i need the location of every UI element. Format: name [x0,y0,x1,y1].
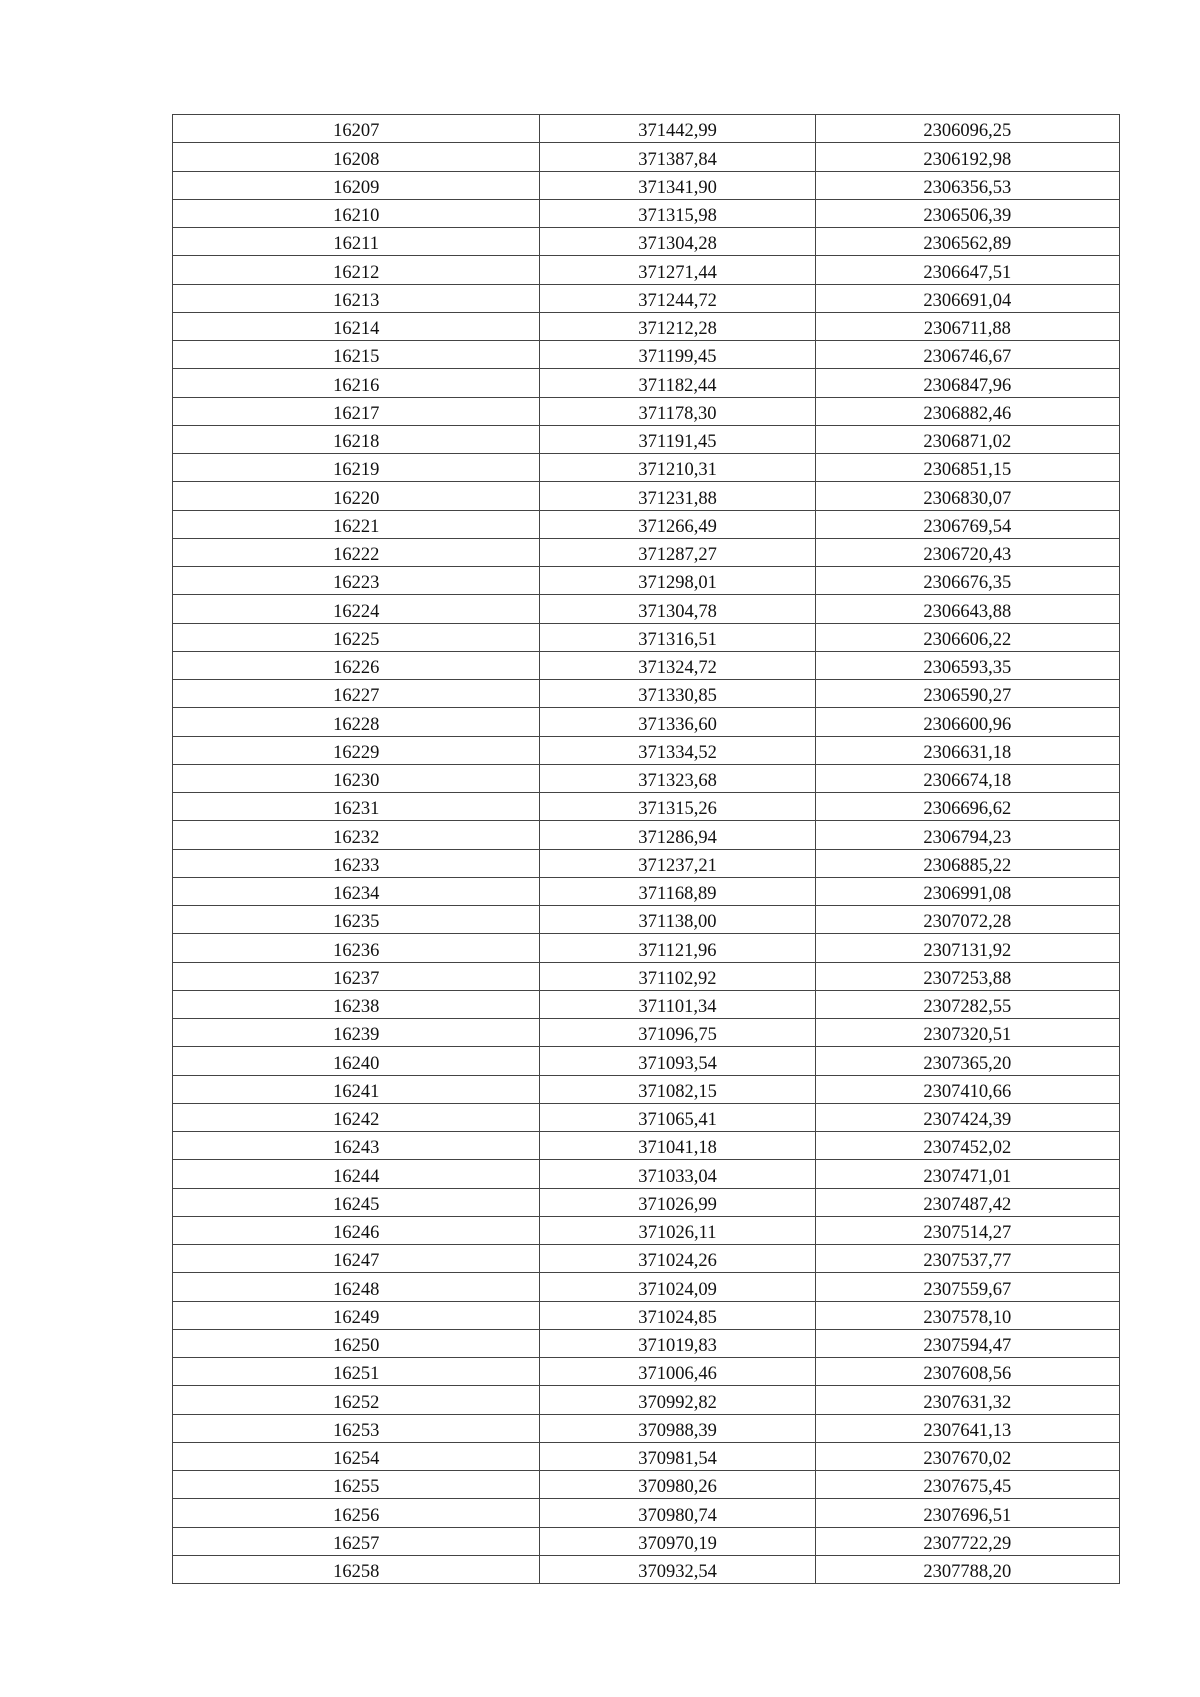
point-number-cell: 16224 [173,595,540,623]
x-coordinate-cell: 371024,09 [540,1273,815,1301]
y-coordinate-cell: 2307320,51 [815,1019,1119,1047]
table-row [173,1216,1120,1244]
point-number-cell: 16248 [173,1273,540,1301]
y-coordinate-cell: 2306647,51 [815,256,1119,284]
table-row [173,454,1120,482]
x-coordinate-cell: 371101,34 [540,990,815,1018]
point-number-cell: 16247 [173,1245,540,1273]
point-number-cell: 16235 [173,906,540,934]
point-number-cell: 16250 [173,1329,540,1357]
y-coordinate-cell: 2307452,02 [815,1132,1119,1160]
table-row [173,1555,1120,1583]
y-coordinate-cell: 2307608,56 [815,1358,1119,1386]
table-row [173,1188,1120,1216]
y-coordinate-cell: 2307471,01 [815,1160,1119,1188]
point-number-cell: 16225 [173,623,540,651]
point-number-cell: 16213 [173,284,540,312]
table-row [173,1047,1120,1075]
x-coordinate-cell: 371286,94 [540,821,815,849]
table-row [173,906,1120,934]
x-coordinate-cell: 371334,52 [540,736,815,764]
table-row [173,1160,1120,1188]
x-coordinate-cell: 371199,45 [540,341,815,369]
y-coordinate-cell: 2306676,35 [815,567,1119,595]
y-coordinate-cell: 2307514,27 [815,1216,1119,1244]
table-row [173,821,1120,849]
table-row [173,793,1120,821]
y-coordinate-cell: 2306769,54 [815,510,1119,538]
x-coordinate-cell: 371024,26 [540,1245,815,1273]
table-row [173,284,1120,312]
point-number-cell: 16238 [173,990,540,1018]
coordinates-table [172,114,1120,1584]
point-number-cell: 16220 [173,482,540,510]
point-number-cell: 16216 [173,369,540,397]
y-coordinate-cell: 2306606,22 [815,623,1119,651]
point-number-cell: 16229 [173,736,540,764]
point-number-cell: 16207 [173,115,540,143]
table-row [173,1273,1120,1301]
point-number-cell: 16218 [173,425,540,453]
table-row [173,990,1120,1018]
point-number-cell: 16257 [173,1527,540,1555]
y-coordinate-cell: 2306991,08 [815,877,1119,905]
table-row [173,510,1120,538]
y-coordinate-cell: 2307072,28 [815,906,1119,934]
coordinates-table-body [173,115,1120,1584]
point-number-cell: 16234 [173,877,540,905]
x-coordinate-cell: 371121,96 [540,934,815,962]
x-coordinate-cell: 371102,92 [540,962,815,990]
y-coordinate-cell: 2307631,32 [815,1386,1119,1414]
x-coordinate-cell: 371315,98 [540,199,815,227]
y-coordinate-cell: 2306674,18 [815,764,1119,792]
x-coordinate-cell: 371019,83 [540,1329,815,1357]
x-coordinate-cell: 371210,31 [540,454,815,482]
table-row [173,1301,1120,1329]
x-coordinate-cell: 370981,54 [540,1442,815,1470]
x-coordinate-cell: 371138,00 [540,906,815,934]
point-number-cell: 16219 [173,454,540,482]
x-coordinate-cell: 371330,85 [540,680,815,708]
y-coordinate-cell: 2307788,20 [815,1555,1119,1583]
y-coordinate-cell: 2306830,07 [815,482,1119,510]
table-row [173,934,1120,962]
y-coordinate-cell: 2306711,88 [815,312,1119,340]
point-number-cell: 16253 [173,1414,540,1442]
y-coordinate-cell: 2307670,02 [815,1442,1119,1470]
y-coordinate-cell: 2306593,35 [815,651,1119,679]
table-row [173,143,1120,171]
point-number-cell: 16223 [173,567,540,595]
x-coordinate-cell: 371212,28 [540,312,815,340]
y-coordinate-cell: 2307675,45 [815,1471,1119,1499]
table-row [173,1414,1120,1442]
table-row [173,369,1120,397]
x-coordinate-cell: 371244,72 [540,284,815,312]
point-number-cell: 16236 [173,934,540,962]
x-coordinate-cell: 370970,19 [540,1527,815,1555]
point-number-cell: 16254 [173,1442,540,1470]
table-row [173,228,1120,256]
x-coordinate-cell: 371304,28 [540,228,815,256]
x-coordinate-cell: 371026,99 [540,1188,815,1216]
y-coordinate-cell: 2307641,13 [815,1414,1119,1442]
y-coordinate-cell: 2307559,67 [815,1273,1119,1301]
x-coordinate-cell: 371323,68 [540,764,815,792]
x-coordinate-cell: 370932,54 [540,1555,815,1583]
y-coordinate-cell: 2306562,89 [815,228,1119,256]
table-row [173,1499,1120,1527]
y-coordinate-cell: 2306096,25 [815,115,1119,143]
x-coordinate-cell: 370992,82 [540,1386,815,1414]
y-coordinate-cell: 2306847,96 [815,369,1119,397]
table-row [173,1527,1120,1555]
point-number-cell: 16233 [173,849,540,877]
point-number-cell: 16241 [173,1075,540,1103]
y-coordinate-cell: 2306746,67 [815,341,1119,369]
point-number-cell: 16221 [173,510,540,538]
y-coordinate-cell: 2306192,98 [815,143,1119,171]
y-coordinate-cell: 2307424,39 [815,1103,1119,1131]
y-coordinate-cell: 2307282,55 [815,990,1119,1018]
y-coordinate-cell: 2307696,51 [815,1499,1119,1527]
point-number-cell: 16252 [173,1386,540,1414]
point-number-cell: 16249 [173,1301,540,1329]
x-coordinate-cell: 371316,51 [540,623,815,651]
x-coordinate-cell: 371237,21 [540,849,815,877]
x-coordinate-cell: 371324,72 [540,651,815,679]
point-number-cell: 16239 [173,1019,540,1047]
y-coordinate-cell: 2306794,23 [815,821,1119,849]
point-number-cell: 16230 [173,764,540,792]
table-row [173,1329,1120,1357]
table-row [173,567,1120,595]
x-coordinate-cell: 371006,46 [540,1358,815,1386]
point-number-cell: 16231 [173,793,540,821]
table-row [173,312,1120,340]
table-row [173,115,1120,143]
point-number-cell: 16244 [173,1160,540,1188]
table-row [173,341,1120,369]
point-number-cell: 16258 [173,1555,540,1583]
table-row [173,962,1120,990]
table-row [173,708,1120,736]
point-number-cell: 16209 [173,171,540,199]
y-coordinate-cell: 2306691,04 [815,284,1119,312]
table-row [173,651,1120,679]
table-row [173,538,1120,566]
point-number-cell: 16246 [173,1216,540,1244]
point-number-cell: 16232 [173,821,540,849]
x-coordinate-cell: 371315,26 [540,793,815,821]
x-coordinate-cell: 371041,18 [540,1132,815,1160]
point-number-cell: 16212 [173,256,540,284]
x-coordinate-cell: 371266,49 [540,510,815,538]
point-number-cell: 16215 [173,341,540,369]
table-row [173,256,1120,284]
x-coordinate-cell: 371033,04 [540,1160,815,1188]
y-coordinate-cell: 2306356,53 [815,171,1119,199]
x-coordinate-cell: 371093,54 [540,1047,815,1075]
x-coordinate-cell: 371191,45 [540,425,815,453]
y-coordinate-cell: 2307365,20 [815,1047,1119,1075]
y-coordinate-cell: 2307253,88 [815,962,1119,990]
x-coordinate-cell: 370980,26 [540,1471,815,1499]
point-number-cell: 16208 [173,143,540,171]
point-number-cell: 16228 [173,708,540,736]
x-coordinate-cell: 371024,85 [540,1301,815,1329]
x-coordinate-cell: 371442,99 [540,115,815,143]
table-row [173,1103,1120,1131]
y-coordinate-cell: 2307722,29 [815,1527,1119,1555]
x-coordinate-cell: 371178,30 [540,397,815,425]
x-coordinate-cell: 371168,89 [540,877,815,905]
x-coordinate-cell: 371387,84 [540,143,815,171]
x-coordinate-cell: 371336,60 [540,708,815,736]
point-number-cell: 16255 [173,1471,540,1499]
y-coordinate-cell: 2306590,27 [815,680,1119,708]
y-coordinate-cell: 2306882,46 [815,397,1119,425]
table-row [173,877,1120,905]
table-row [173,482,1120,510]
point-number-cell: 16222 [173,538,540,566]
y-coordinate-cell: 2306885,22 [815,849,1119,877]
point-number-cell: 16237 [173,962,540,990]
point-number-cell: 16214 [173,312,540,340]
table-row [173,1358,1120,1386]
table-row [173,199,1120,227]
table-row [173,397,1120,425]
x-coordinate-cell: 371065,41 [540,1103,815,1131]
table-row [173,623,1120,651]
point-number-cell: 16240 [173,1047,540,1075]
point-number-cell: 16210 [173,199,540,227]
y-coordinate-cell: 2307578,10 [815,1301,1119,1329]
point-number-cell: 16256 [173,1499,540,1527]
x-coordinate-cell: 371341,90 [540,171,815,199]
y-coordinate-cell: 2306871,02 [815,425,1119,453]
y-coordinate-cell: 2306643,88 [815,595,1119,623]
table-row [173,1386,1120,1414]
x-coordinate-cell: 371082,15 [540,1075,815,1103]
y-coordinate-cell: 2306506,39 [815,199,1119,227]
x-coordinate-cell: 371026,11 [540,1216,815,1244]
y-coordinate-cell: 2307537,77 [815,1245,1119,1273]
x-coordinate-cell: 371271,44 [540,256,815,284]
table-row [173,1442,1120,1470]
table-row [173,849,1120,877]
y-coordinate-cell: 2306631,18 [815,736,1119,764]
table-row [173,1132,1120,1160]
y-coordinate-cell: 2306851,15 [815,454,1119,482]
y-coordinate-cell: 2307594,47 [815,1329,1119,1357]
x-coordinate-cell: 371298,01 [540,567,815,595]
table-row [173,1471,1120,1499]
table-row [173,1245,1120,1273]
point-number-cell: 16226 [173,651,540,679]
y-coordinate-cell: 2307487,42 [815,1188,1119,1216]
point-number-cell: 16217 [173,397,540,425]
y-coordinate-cell: 2306696,62 [815,793,1119,821]
table-row [173,680,1120,708]
point-number-cell: 16211 [173,228,540,256]
table-row [173,171,1120,199]
point-number-cell: 16251 [173,1358,540,1386]
point-number-cell: 16227 [173,680,540,708]
point-number-cell: 16242 [173,1103,540,1131]
point-number-cell: 16245 [173,1188,540,1216]
y-coordinate-cell: 2306720,43 [815,538,1119,566]
x-coordinate-cell: 371287,27 [540,538,815,566]
x-coordinate-cell: 371182,44 [540,369,815,397]
x-coordinate-cell: 371096,75 [540,1019,815,1047]
x-coordinate-cell: 370988,39 [540,1414,815,1442]
y-coordinate-cell: 2307131,92 [815,934,1119,962]
point-number-cell: 16243 [173,1132,540,1160]
y-coordinate-cell: 2307410,66 [815,1075,1119,1103]
table-row [173,595,1120,623]
x-coordinate-cell: 371231,88 [540,482,815,510]
table-row [173,736,1120,764]
table-row [173,425,1120,453]
table-row [173,764,1120,792]
y-coordinate-cell: 2306600,96 [815,708,1119,736]
table-row [173,1019,1120,1047]
x-coordinate-cell: 371304,78 [540,595,815,623]
x-coordinate-cell: 370980,74 [540,1499,815,1527]
table-row [173,1075,1120,1103]
